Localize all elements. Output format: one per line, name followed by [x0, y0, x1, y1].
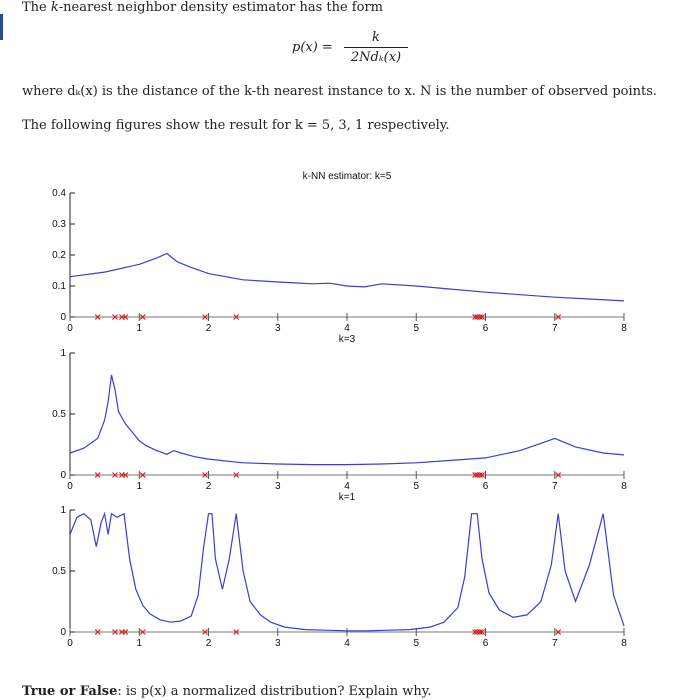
chart-panel-k1 — [52, 505, 627, 649]
x-tick-label: 1 — [136, 638, 143, 649]
y-tick-label: 0.5 — [52, 409, 66, 420]
where-line: where dₖ(x) is the distance of the k-th nearest instance to x. N is the number of observed points. — [22, 84, 658, 99]
chart-panel-k5 — [52, 171, 627, 345]
y-tick-label: 0 — [60, 312, 66, 323]
x-tick-label: 4 — [344, 481, 350, 492]
y-tick-label: 1 — [60, 348, 66, 359]
x-tick-label: 8 — [621, 481, 627, 492]
x-tick-label: 4 — [344, 323, 350, 334]
x-tick-label: 0 — [67, 481, 73, 492]
x-tick-label: 7 — [551, 481, 558, 492]
formula-fraction — [344, 30, 408, 65]
left-accent-bar — [0, 14, 3, 40]
x-tick-label: 5 — [413, 638, 420, 649]
x-tick-label: 2 — [205, 323, 212, 334]
y-tick-label: 0.1 — [52, 281, 66, 292]
x-tick-label: 1 — [136, 323, 143, 334]
x-tick-label: 8 — [621, 323, 627, 334]
x-tick-label: 2 — [205, 481, 212, 492]
fraction-bar — [344, 47, 408, 48]
x-tick-label: 7 — [551, 323, 558, 334]
density-curve — [70, 254, 624, 301]
y-tick-label: 0 — [60, 627, 66, 638]
y-tick-label: 1 — [60, 505, 66, 516]
knn-plots-figure — [0, 165, 684, 655]
y-tick-label: 0.2 — [52, 250, 66, 261]
chart-panel-k3 — [52, 348, 627, 503]
x-tick-label: 1 — [136, 481, 143, 492]
x-tick-label: 3 — [274, 481, 281, 492]
formula-numerator: k — [372, 30, 380, 45]
x-tick-label: 6 — [482, 323, 489, 334]
x-tick-label: 2 — [205, 638, 212, 649]
y-tick-label: 0.4 — [52, 188, 66, 199]
x-tick-label: 6 — [482, 638, 489, 649]
x-tick-label: 0 — [67, 638, 73, 649]
chart-title: k-NN estimator: k=5 — [302, 171, 392, 182]
sub-label: k=1 — [338, 492, 356, 503]
x-tick-label: 7 — [551, 638, 558, 649]
x-tick-label: 5 — [413, 481, 420, 492]
x-tick-label: 6 — [482, 481, 489, 492]
x-tick-label: 8 — [621, 638, 627, 649]
question: True or False: is p(x) a normalized distribution? Explain why. — [22, 684, 432, 699]
sub-label: k=3 — [338, 334, 356, 345]
density-curve — [70, 375, 624, 465]
x-tick-label: 4 — [344, 638, 350, 649]
formula-denominator: 2Ndₖ(x) — [350, 50, 402, 65]
x-tick-label: 0 — [67, 323, 73, 334]
x-tick-label: 3 — [274, 323, 281, 334]
y-tick-label: 0 — [60, 470, 66, 481]
x-tick-label: 5 — [413, 323, 420, 334]
y-tick-label: 0.5 — [52, 566, 66, 577]
intro-sentence: The k-nearest neighbor density estimator has the form — [22, 0, 383, 15]
figures-line: The following figures show the result for k = 5, 3, 1 respectively. — [22, 118, 450, 133]
y-tick-label: 0.3 — [52, 219, 66, 230]
formula-lhs: p(x) = — [292, 40, 333, 55]
x-tick-label: 3 — [274, 638, 281, 649]
density-curve — [70, 514, 624, 631]
